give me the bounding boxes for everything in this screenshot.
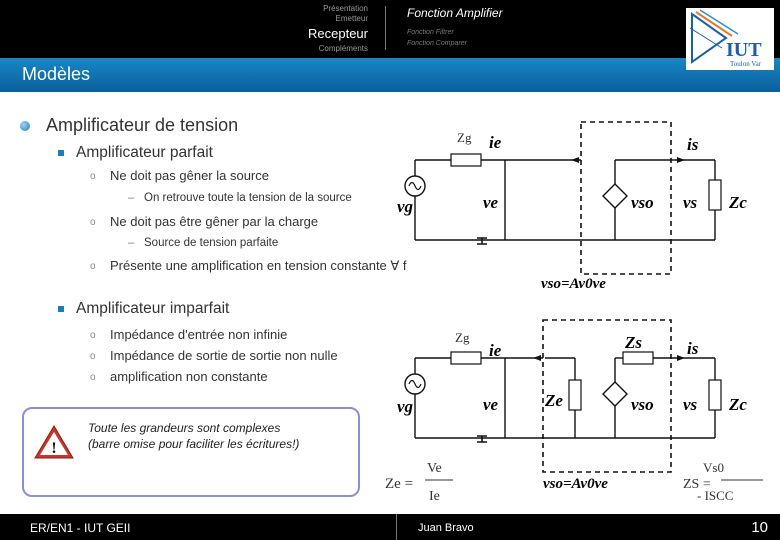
logo-sail-3 [700, 10, 738, 34]
parfait-subitem-2: Source de tension parfaite [144, 237, 279, 249]
zc-resistor [709, 180, 721, 210]
zg-resistor [451, 352, 481, 364]
imparfait-item-1: Impédance d'entrée non infinie [110, 327, 288, 342]
formula-zs-den: - ISCC [697, 488, 734, 503]
label-vs: vs [683, 193, 698, 212]
circle-bullet-icon: o [90, 217, 96, 228]
parfait-item-3: Présente une amplification en tension constante ∀ f [110, 258, 407, 273]
formula-ze-den: Ie [429, 489, 440, 504]
circle-bullet-icon: o [90, 330, 96, 341]
footer-divider [396, 514, 397, 540]
circuit-perfect [385, 110, 765, 290]
warning-icon [32, 423, 76, 461]
nav-item-complements[interactable]: Compléments [318, 44, 368, 53]
label-ve: ve [483, 193, 499, 212]
parfait-title: Amplificateur parfait [76, 144, 213, 161]
iut-logo [686, 8, 774, 70]
zc-resistor [709, 380, 721, 410]
label-zc: Zc [729, 193, 747, 212]
page-number: 10 [751, 519, 768, 536]
ze-resistor [569, 380, 581, 410]
section-band [0, 58, 780, 92]
label-vso: vso [631, 395, 654, 414]
label-is: is [687, 339, 699, 358]
label-vg: vg [397, 197, 414, 216]
equation-1: vso=Av0ve [541, 276, 606, 290]
formula-zs-num: Vs0 [703, 460, 724, 475]
controlled-source [603, 382, 627, 406]
chapter-title[interactable]: Fonction Amplifier [407, 6, 503, 20]
nav-item-emetteur[interactable]: Emetteur [335, 14, 368, 23]
circle-bullet-icon: o [90, 372, 96, 383]
dash-bullet-icon: – [128, 237, 135, 249]
bullet-icon [20, 121, 30, 131]
logo-sail-2 [696, 12, 732, 36]
svg-text:!: ! [51, 440, 57, 457]
subchapter-filtrer[interactable]: Fonction Filtrer [407, 29, 454, 36]
label-ie: ie [489, 341, 502, 360]
formula-zs-lhs: ZS = [683, 477, 711, 492]
logo-text: IUT [726, 39, 762, 61]
circle-bullet-icon: o [90, 171, 96, 182]
imparfait-title: Amplificateur imparfait [76, 300, 230, 317]
label-zg: Zg [455, 330, 470, 345]
subchapter-comparer[interactable]: Fonction Comparer [407, 40, 467, 47]
label-ve: ve [483, 395, 499, 414]
amplifier-box [581, 122, 671, 274]
label-zs: Zs [625, 333, 642, 352]
zg-resistor [451, 154, 481, 166]
zs-resistor [623, 352, 653, 364]
imparfait-item-2: Impédance de sortie de sortie non nulle [110, 348, 338, 363]
label-vg: vg [397, 397, 414, 416]
nav-list [308, 5, 368, 55]
nav-divider [385, 6, 386, 50]
controlled-source [603, 184, 627, 208]
dash-bullet-icon: – [128, 192, 135, 204]
square-bullet-icon [58, 150, 64, 156]
label-zc: Zc [729, 395, 747, 414]
circle-bullet-icon: o [90, 261, 96, 272]
footer-course: ER/EN1 - IUT GEII [30, 521, 131, 535]
section-title: Modèles [22, 64, 91, 84]
formula-ze-lhs: Ze = [385, 476, 414, 492]
parfait-item-1: Ne doit pas gêner la source [110, 168, 269, 183]
warning-text: Toute les grandeurs sont complexes (barre omise pour faciliter les écritures!) [88, 421, 300, 451]
nav-item-recepteur[interactable]: Recepteur [308, 26, 368, 41]
chapter-block [407, 6, 503, 49]
top-navigation-bar [0, 0, 780, 58]
parfait-item-2: Ne doit pas être gêner par la charge [110, 214, 319, 229]
parfait-subitem-1: On retrouve toute la tension de la source [144, 192, 352, 204]
label-ie: ie [489, 133, 502, 152]
imparfait-item-3: amplification non constante [110, 369, 268, 384]
main-heading: Amplificateur de tension [46, 115, 239, 135]
footer-bar [0, 514, 780, 540]
formula-ze-num: Ve [427, 461, 442, 476]
label-zg: Zg [457, 130, 472, 145]
nav-item-presentation[interactable]: Présentation [323, 4, 368, 13]
logo-subtext: Toulon Var [730, 60, 762, 68]
equation-2: vso=Av0ve [543, 476, 608, 492]
label-ze: Ze [545, 391, 563, 410]
square-bullet-icon [58, 306, 64, 312]
circle-bullet-icon: o [90, 351, 96, 362]
label-vso: vso [631, 193, 654, 212]
circuit-imperfect [385, 308, 765, 514]
label-is: is [687, 135, 699, 154]
label-vs: vs [683, 395, 698, 414]
footer-author: Juan Bravo [418, 522, 474, 534]
